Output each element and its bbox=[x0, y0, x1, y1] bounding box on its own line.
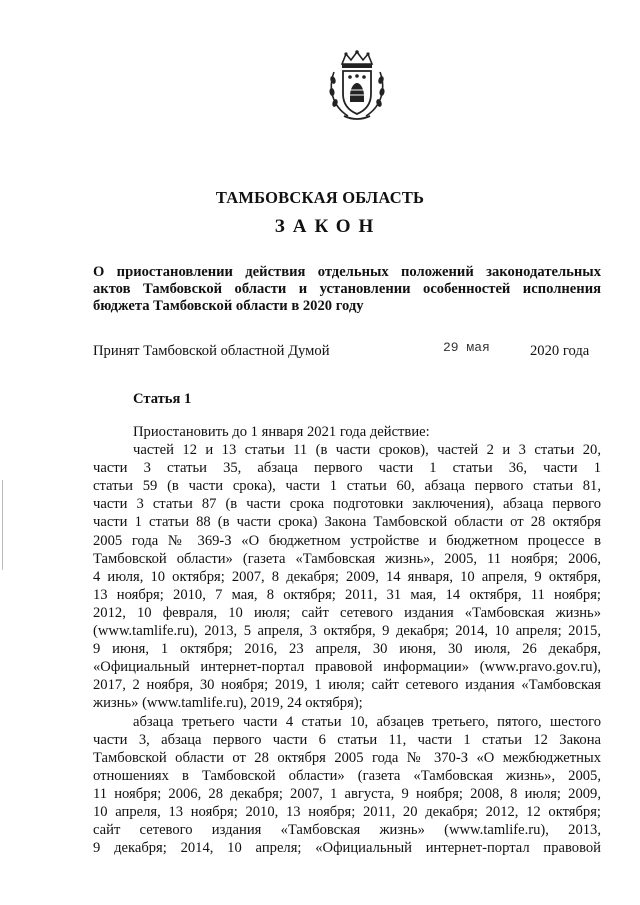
body-line: статьи 59 (в части срока), части 1 статьи 60, абзаца первого статьи 81, bbox=[93, 478, 601, 495]
body-line: Тамбовской области» (газета «Тамбовская жизнь», 2005, 11 ноября; 2006, bbox=[93, 550, 601, 567]
body-line: частей 12 и 13 статьи 11 (в части сроков), частей 2 и 3 статьи 20, bbox=[133, 442, 601, 459]
body-line: 9 июня, 1 октября; 2016, 23 апреля, 30 июня, 30 июля, 26 декабря, bbox=[93, 641, 601, 658]
body-line: части 3 статьи 35, абзаца первого части 1 статьи 36, части 1 bbox=[93, 460, 601, 477]
article-heading: Статья 1 bbox=[133, 391, 192, 407]
body-line: (www.tamlife.ru), 2013, 5 апреля, 3 октября, 9 декабря; 2014, 10 апреля; 2015, bbox=[93, 623, 601, 640]
coat-of-arms-icon bbox=[326, 50, 388, 122]
body-line: абзаца третьего части 4 статьи 10, абзацев третьего, пятого, шестого bbox=[133, 713, 601, 730]
body-line: сайт сетевого издания «Тамбовская жизнь» (www.tamlife.ru), 2013, bbox=[93, 822, 601, 839]
body-line: 11 ноября; 2006, 28 декабря; 2007, 1 августа, 9 ноября; 2008, 8 июля; 2009, bbox=[93, 785, 601, 802]
body-line: 2017, 2 ноября, 30 ноября; 2019, 1 июля; сайт сетевого издания «Тамбовская bbox=[93, 677, 601, 694]
body-line: части 1 статьи 88 (в части срока) Закона Тамбовской области от 28 октября bbox=[93, 514, 601, 531]
body-line: 10 апреля, 13 ноября; 2010, 13 ноября; 2011, 20 декабря; 2012, 12 октября; bbox=[93, 803, 601, 820]
article-body bbox=[93, 423, 601, 857]
body-line: 13 ноября; 2010, 7 мая, 8 октября; 2011, 31 мая, 14 октября, 11 ноября; bbox=[93, 586, 601, 603]
adopted-year: 2020 года bbox=[530, 343, 590, 359]
body-line: части 3, абзаца первого части 6 статьи 11, части 1 статьи 12 Закона bbox=[93, 731, 601, 748]
adopted-label: Принят Тамбовской областной Думой bbox=[93, 343, 330, 359]
body-line: 2012, 10 февраля, 10 июля; сайт сетевого издания «Тамбовская жизнь» bbox=[93, 604, 601, 621]
body-line: 9 декабря; 2014, 10 апреля; «Официальный интернет-портал правовой bbox=[93, 840, 601, 857]
document-type-heading: ЗАКОН bbox=[274, 216, 382, 237]
body-line: Приостановить до 1 января 2021 года действие: bbox=[133, 424, 430, 440]
law-title bbox=[93, 264, 601, 315]
adopted-date-handwritten: 29 мая bbox=[443, 340, 490, 355]
law-title-line: бюджета Тамбовской области в 2020 году bbox=[93, 298, 364, 314]
body-line: «Официальный интернет-портал правовой информации» (www.pravo.gov.ru), bbox=[93, 659, 601, 676]
law-title-line: актов Тамбовской области и установлении особенностей исполнения bbox=[93, 281, 601, 297]
body-line: жизнь» (www.tamlife.ru), 2019, 24 октября); bbox=[93, 695, 363, 712]
body-line: части 3 статьи 87 (в части срока подготовки заключения), абзаца первого bbox=[93, 496, 601, 513]
body-line: 2005 года № 369-З «О бюджетном устройстве и бюджетном процессе в bbox=[93, 532, 601, 549]
body-line: 4 июля, 10 октября; 2007, 8 декабря; 2009, 14 января, 10 апреля, 9 октября, bbox=[93, 568, 601, 585]
law-title-line: О приостановлении действия отдельных положений законодательных bbox=[93, 264, 601, 280]
scan-margin-mark bbox=[2, 480, 3, 570]
region-heading: ТАМБОВСКАЯ ОБЛАСТЬ bbox=[215, 188, 425, 207]
body-line: отношениях в Тамбовской области» (газета «Тамбовская жизнь», 2005, bbox=[93, 767, 601, 784]
body-line: Тамбовской области от 28 октября 2005 года № 370-З «О межбюджетных bbox=[93, 749, 601, 766]
